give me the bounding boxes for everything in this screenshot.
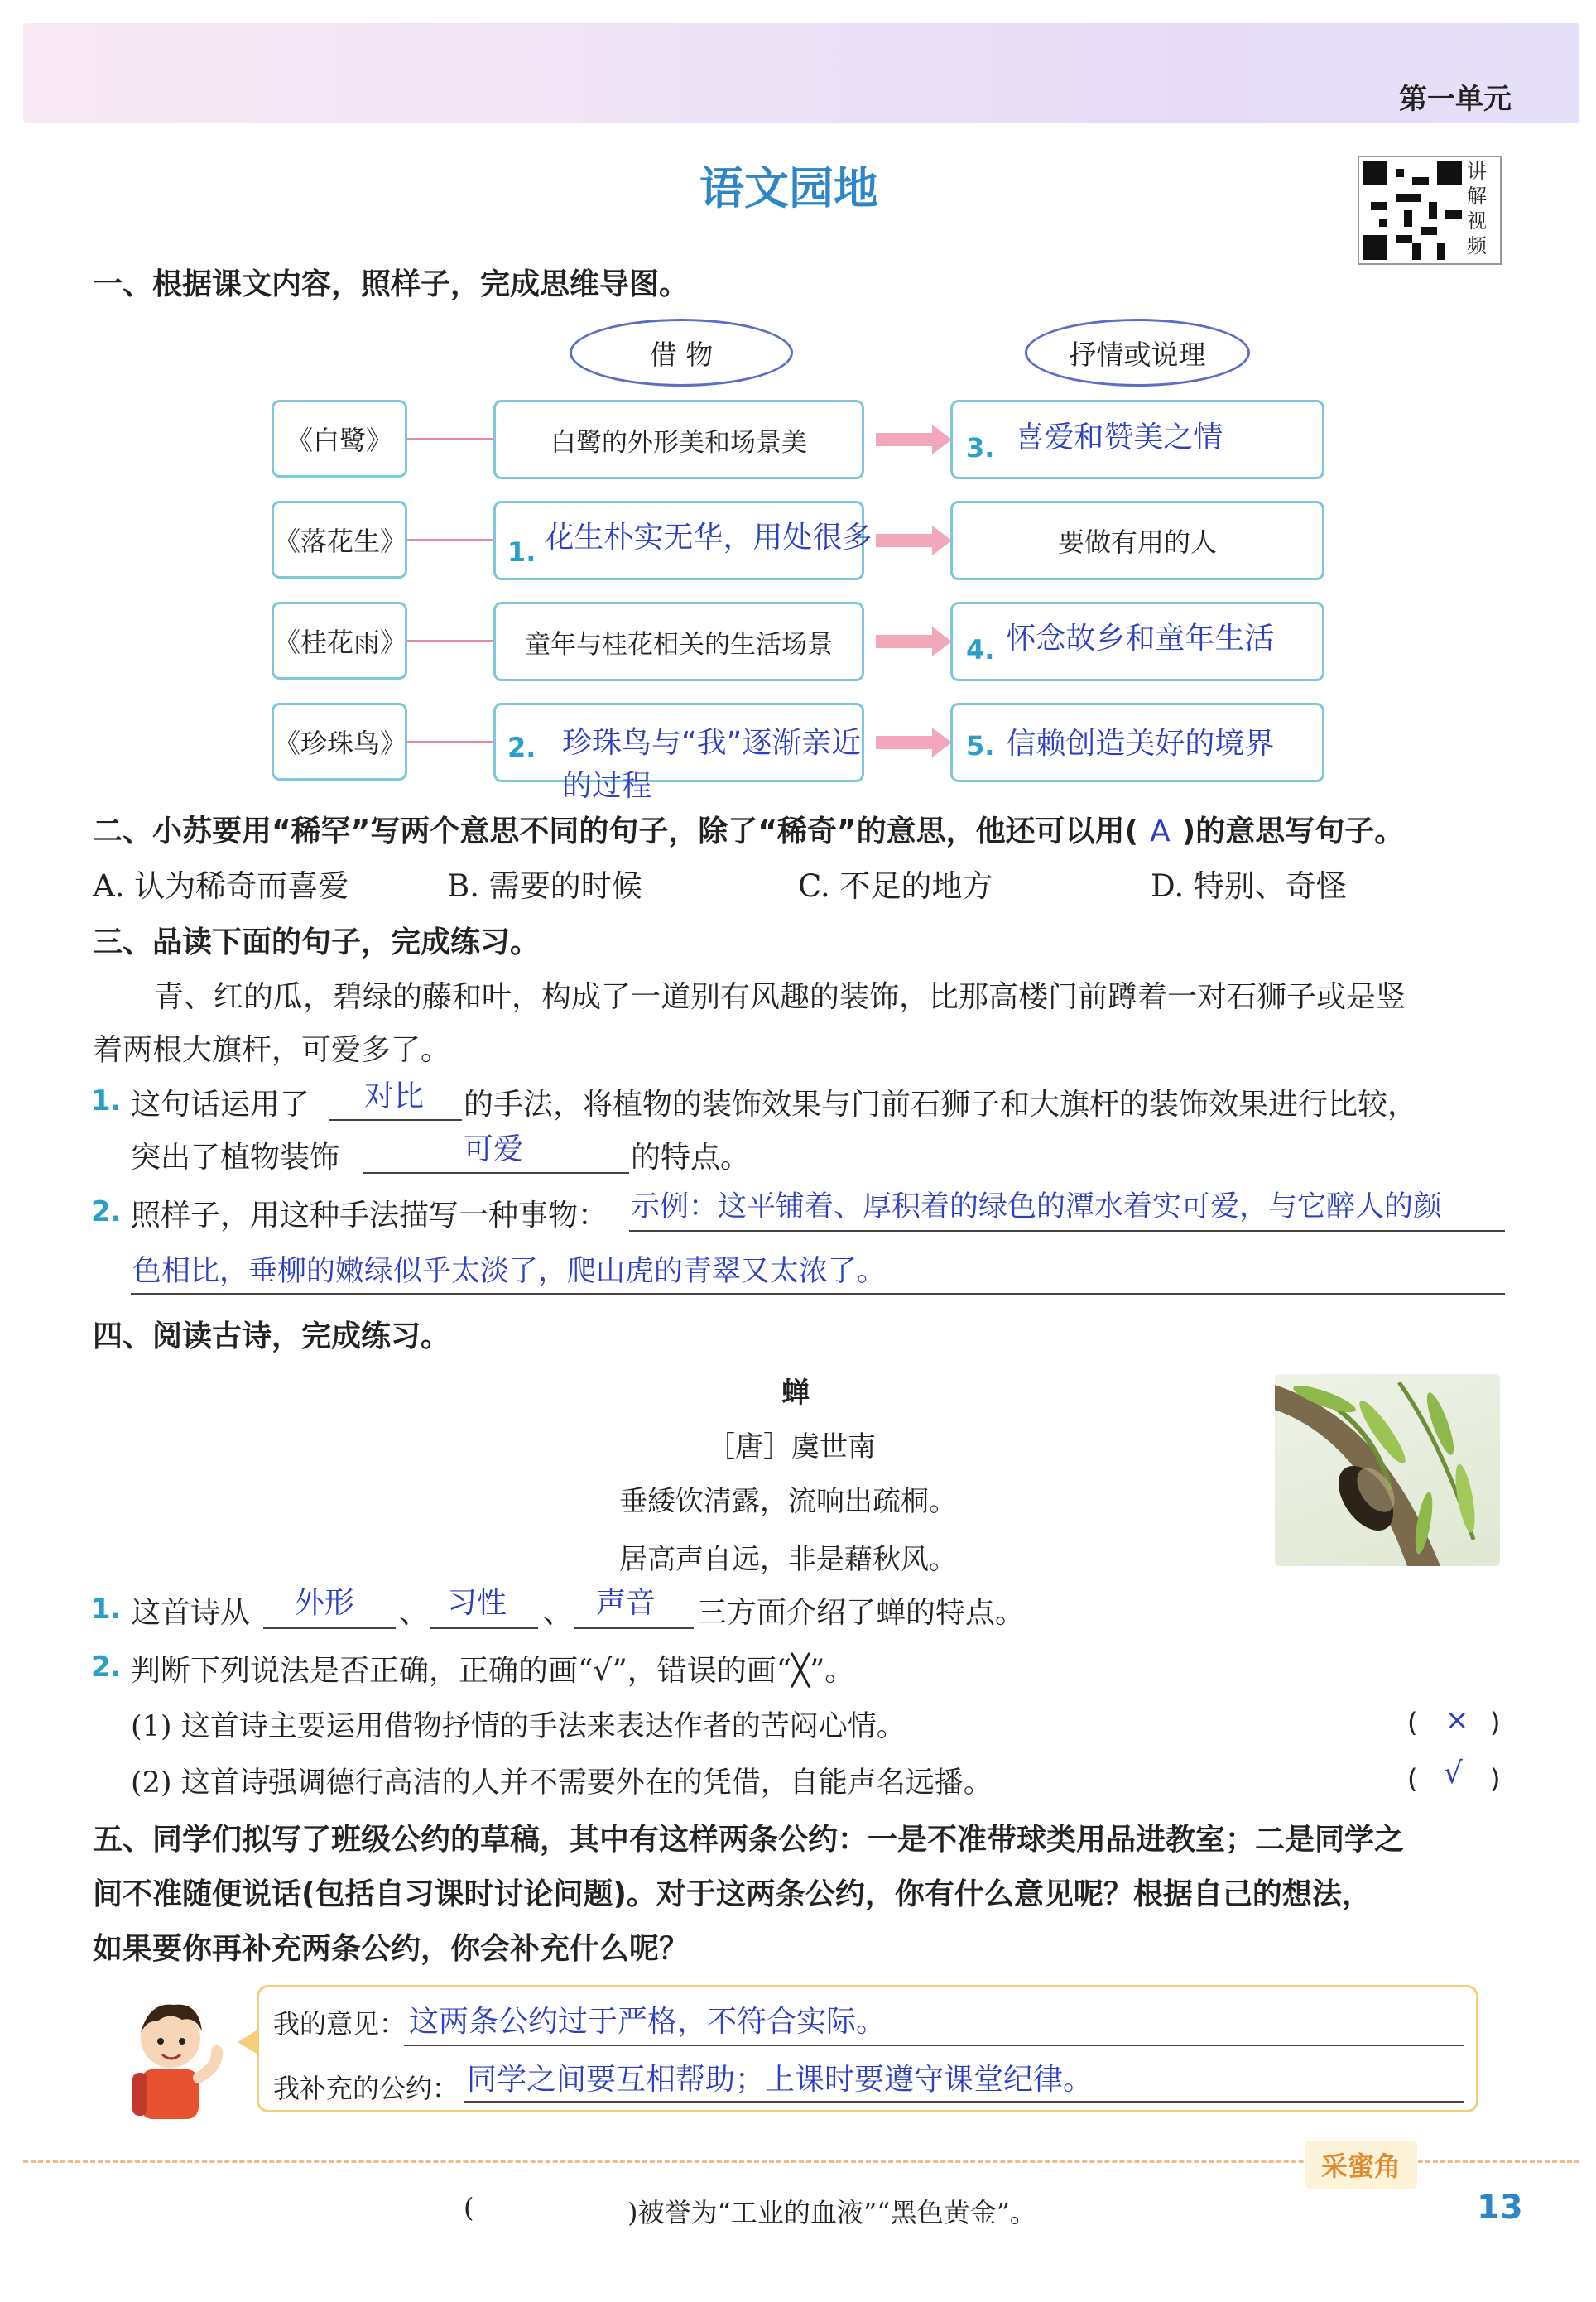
poem-author: ［唐］虞世南 (707, 1430, 876, 1463)
q3-sub1-b: 的手法，将植物的装饰效果与门前石狮子和大旗杆的装饰效果进行比较， (464, 1088, 1418, 1122)
lesson-box: 《桂花雨》 (272, 602, 407, 680)
emotion-box (950, 602, 1324, 681)
poem-title: 蝉 (781, 1377, 810, 1410)
blank-number: 1. (507, 536, 536, 568)
header-oval-left: 借 物 (570, 319, 793, 387)
q1-title: 一、根据课文内容，照样子，完成思维导图。 (93, 267, 690, 301)
lesson-box: 《珍珠鸟》 (272, 703, 407, 781)
emotion-box (950, 703, 1324, 782)
passage-line-1: 青、红的瓜，碧绿的藤和叶，构成了一道别有风趣的装饰，比那高楼门前蹲着一对石狮子或是竖 (154, 980, 1406, 1014)
corner-label: 采蜜角 (1305, 2141, 1417, 2189)
q3-sub1-number: 1. (91, 1084, 122, 1117)
q3-sub1-d: 的特点。 (631, 1141, 751, 1175)
paren-close: ) (1490, 1763, 1501, 1795)
q2-stem (93, 808, 1404, 850)
page-title: 语文园地 (699, 162, 878, 214)
connector-line (407, 539, 493, 541)
emotion-box (950, 400, 1324, 479)
connector-line (407, 438, 493, 440)
answer-text: 珍珠鸟与“我”逐渐亲近的过程 (562, 726, 862, 803)
blank-line (430, 1627, 538, 1629)
blank-answer: 声音 (596, 1586, 656, 1620)
supplement-label: 我补充的公约： (273, 2073, 459, 2104)
blank-number: 5. (966, 730, 995, 762)
option-d: D. 特别、奇怪 (1151, 868, 1347, 904)
q2-answer: A (1150, 815, 1171, 848)
connector-line (407, 741, 493, 743)
cicada-illustration (1275, 1374, 1500, 1566)
borrowed-object-text: 童年与桂花相关的生活场景 (525, 629, 833, 660)
q4-sub1-a: 这首诗从 (131, 1596, 251, 1630)
blank-answer: 对比 (364, 1079, 425, 1113)
q2-stem-a: 二、小苏要用“稀罕”写两个意思不同的句子，除了“稀奇”的意思，他还可以用( (93, 815, 1139, 848)
separator: 、 (399, 1596, 430, 1630)
header-oval-right: 抒情或说理 (1025, 319, 1250, 387)
judgment-1-mark: × (1445, 1704, 1469, 1737)
unit-label: 第一单元 (1399, 83, 1512, 116)
q3-title: 三、品读下面的句子，完成练习。 (93, 925, 541, 959)
blank-number: 4. (966, 634, 995, 666)
paren-close: ) (1490, 1707, 1501, 1738)
blank-number: 3. (966, 432, 995, 464)
borrowed-object-box (493, 602, 864, 681)
blank-number: 2. (507, 732, 536, 763)
q5-line-1: 五、同学们拟写了班级公约的草稿，其中有这样两条公约：一是不准带球类用品进教室；二是同学之 (93, 1823, 1405, 1857)
answer-text: 怀念故乡和童年生活 (1006, 621, 1275, 656)
answer-text: 色相比，垂柳的嫩绿似乎太淡了，爬山虎的青翠又太浓了。 (132, 1255, 887, 1288)
boy-illustration (116, 1987, 232, 2127)
q3-sub2-a: 照样子，用这种手法描写一种事物： (131, 1199, 608, 1233)
trivia-open: ( (464, 2192, 474, 2223)
qr-code-icon[interactable] (1358, 156, 1502, 265)
q4-sub2-number: 2. (91, 1651, 122, 1684)
borrowed-object-box (493, 501, 873, 580)
trivia-text: )被誉为“工业的血液”“黑色黄金”。 (627, 2197, 1036, 2228)
answer-line (131, 1293, 1505, 1295)
blank-line (363, 1172, 629, 1174)
page-number: 13 (1477, 2189, 1523, 2227)
lesson-box: 《落花生》 (272, 501, 407, 579)
q3-sub2-number: 2. (91, 1195, 122, 1228)
answer-line (404, 2045, 1464, 2046)
arrow-icon (876, 635, 934, 648)
speech-pointer (238, 2029, 259, 2055)
q4-sub2-a: 判断下列说法是否正确，正确的画“√”，错误的画“╳”。 (131, 1654, 855, 1688)
q3-sub1-a: 这句话运用了 (131, 1088, 310, 1122)
opinion-answer: 这两条公约过于严格，不符合实际。 (409, 2005, 887, 2039)
q2-stem-b: )的意思写句子。 (1181, 815, 1405, 848)
judgment-1: (1) 这首诗主要运用借物抒情的手法来表达作者的苦闷心情。 (131, 1710, 906, 1743)
opinion-label: 我的意见： (273, 2008, 406, 2040)
paren-open: ( (1407, 1763, 1418, 1795)
header-band (23, 23, 1579, 123)
arrow-icon (876, 534, 934, 547)
answer-text: 花生朴实无华，用处很多 (544, 520, 873, 555)
paren-open: ( (1407, 1707, 1418, 1738)
emotion-text: 要做有用的人 (1057, 526, 1217, 558)
poem-line-1: 垂緌饮清露，流响出疏桐。 (619, 1485, 957, 1518)
option-c: C. 不足的地方 (798, 868, 993, 904)
answer-text: 示例：这平铺着、厚积着的绿色的潭水着实可爱，与它醉人的颜 (631, 1190, 1443, 1223)
lesson-box: 《白鹭》 (272, 400, 407, 478)
separator: 、 (543, 1596, 574, 1630)
borrowed-object-box (493, 400, 864, 479)
answer-text: 信赖创造美好的境界 (1006, 726, 1275, 761)
connector-line (407, 640, 493, 642)
blank-line (574, 1627, 694, 1629)
blank-answer: 习性 (447, 1586, 507, 1620)
q4-title: 四、阅读古诗，完成练习。 (93, 1319, 451, 1353)
blank-line (329, 1119, 462, 1121)
q4-sub1-number: 1. (91, 1593, 122, 1626)
answer-line (464, 2101, 1464, 2103)
arrow-icon (876, 433, 934, 446)
arrow-icon (876, 736, 934, 749)
poem-line-2: 居高声自远，非是藉秋风。 (619, 1543, 957, 1576)
q5-line-2: 间不准随便说话(包括自习课时讨论问题)。对于这两条公约，你有什么意见呢？根据自己的想法， (93, 1877, 1372, 1911)
borrowed-object-box (493, 703, 864, 803)
answer-line (629, 1230, 1505, 1232)
blank-answer: 外形 (295, 1586, 355, 1620)
q3-sub1-c: 突出了植物装饰 (131, 1141, 340, 1175)
borrowed-object-text: 白鹭的外形美和场景美 (550, 427, 807, 458)
answer-text: 喜爱和赞美之情 (1014, 420, 1223, 454)
judgment-2-mark: √ (1444, 1757, 1463, 1790)
judgment-2: (2) 这首诗强调德行高洁的人并不需要外在的凭借，自能声名远播。 (131, 1766, 993, 1800)
emotion-box (950, 501, 1324, 580)
option-b: B. 需要的时候 (447, 868, 642, 904)
option-a: A. 认为稀奇而喜爱 (93, 868, 349, 904)
blank-line (263, 1627, 396, 1629)
passage-line-2: 着两根大旗杆，可爱多了。 (93, 1033, 451, 1067)
blank-answer: 可爱 (464, 1132, 524, 1166)
qr-label: 讲解视频 (1467, 160, 1487, 257)
q5-line-3: 如果要你再补充两条公约，你会补充什么呢？ (93, 1932, 690, 1966)
q4-sub1-b: 三方面介绍了蝉的特点。 (697, 1596, 1026, 1630)
supplement-answer: 同学之间要互相帮助；上课时要遵守课堂纪律。 (467, 2063, 1094, 2097)
